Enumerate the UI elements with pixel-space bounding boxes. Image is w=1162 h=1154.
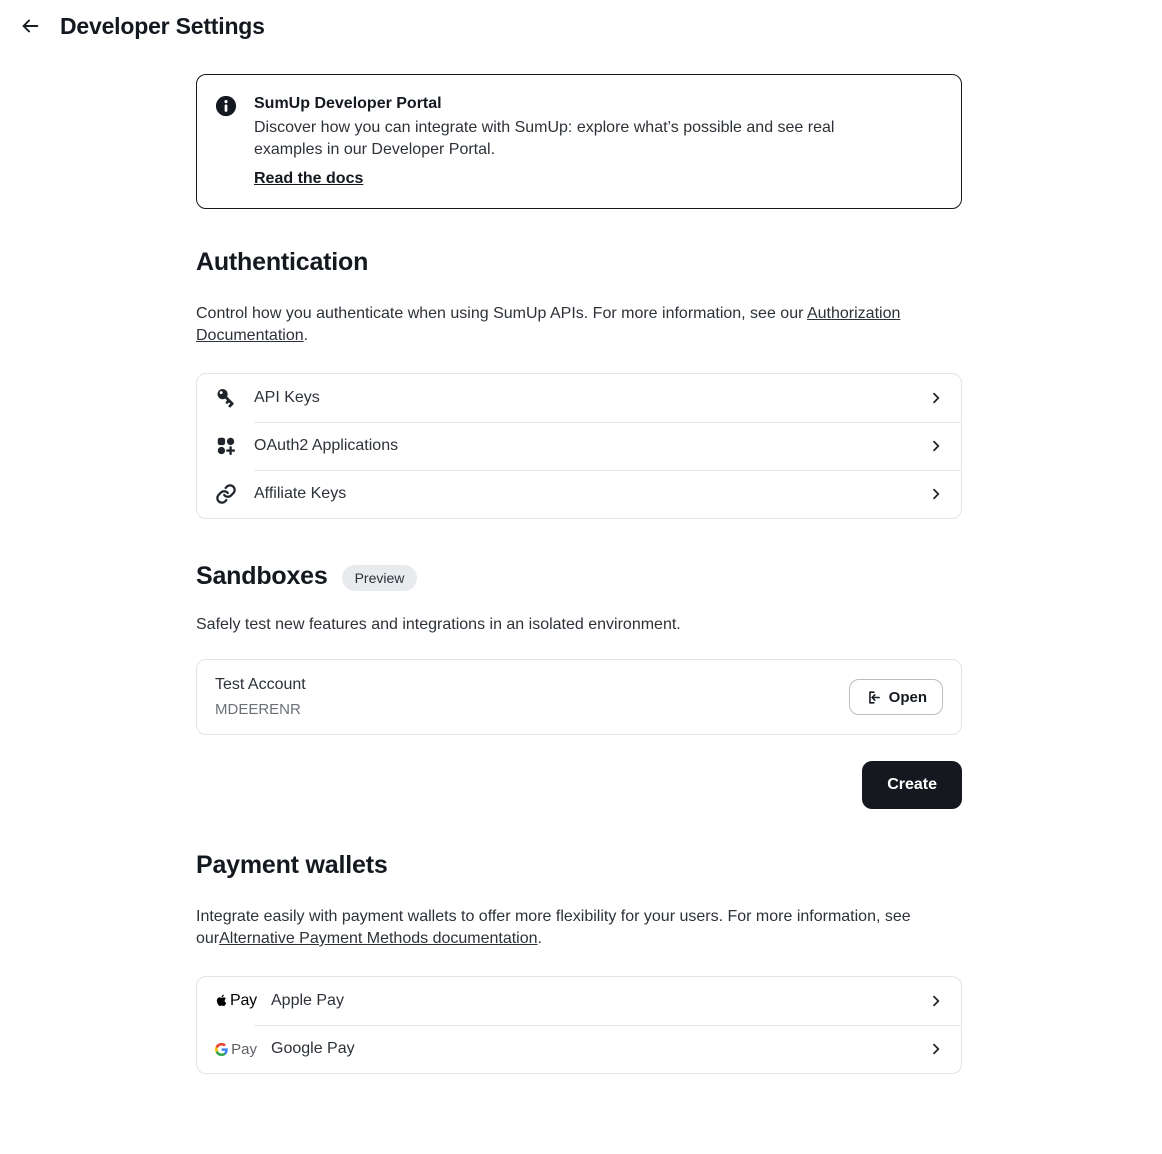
sandboxes-description: Safely test new features and integrations in an isolated environment.: [196, 616, 681, 633]
sandboxes-heading: Sandboxes: [196, 561, 328, 590]
list-item-label: Affiliate Keys: [254, 485, 347, 502]
info-icon: [215, 95, 237, 117]
account-info: [215, 674, 306, 720]
back-button[interactable]: [18, 14, 42, 38]
list-item-google-pay[interactable]: [197, 1025, 961, 1073]
preview-badge: Preview: [342, 565, 418, 591]
authentication-description: [196, 303, 962, 347]
test-account-card: [196, 659, 962, 735]
payment-wallets-heading: Payment wallets: [196, 851, 388, 879]
arrow-left-icon: [19, 15, 41, 37]
banner-text: [254, 93, 854, 188]
open-button-label: Open: [888, 688, 927, 706]
key-icon: [215, 387, 237, 409]
chevron-right-icon: [928, 438, 944, 454]
sandboxes-heading-row: [196, 561, 962, 591]
payment-wallets-list: [196, 976, 962, 1074]
list-item-label: Google Pay: [271, 1040, 355, 1057]
google-pay-logo: [215, 1041, 257, 1058]
authentication-description-text: Control how you authenticate when using SumUp APIs. For more information, see our: [196, 305, 807, 322]
bottom-padding: [196, 1074, 962, 1154]
alternative-payment-methods-link[interactable]: Alternative Payment Methods documentation: [219, 930, 538, 947]
payment-wallets-description-text: Integrate easily with payment wallets to offer more flexibility for your users. For more information, see our: [196, 908, 911, 947]
apple-pay-logo: [215, 992, 257, 1010]
google-pay-logo-text: Pay: [231, 1040, 257, 1058]
account-code: MDEERENR: [215, 701, 301, 718]
main-content: [196, 74, 962, 1154]
create-sandbox-button[interactable]: Create: [862, 761, 962, 809]
list-item-label: API Keys: [254, 389, 320, 406]
chevron-right-icon: [928, 486, 944, 502]
authorization-documentation-link[interactable]: Authorization Documentation: [196, 305, 901, 344]
authentication-heading: Authentication: [196, 248, 369, 276]
chevron-right-icon: [928, 993, 944, 1009]
list-item-oauth2-applications[interactable]: [197, 422, 961, 470]
apple-pay-logo-text: Pay: [230, 992, 257, 1009]
payment-wallets-description-period: .: [537, 930, 542, 947]
chevron-right-icon: [928, 1041, 944, 1057]
page-title: Developer Settings: [60, 12, 265, 39]
link-icon: [215, 483, 237, 505]
banner-body: Discover how you can integrate with SumUp: explore what’s possible and see real examples in our Developer Portal.: [254, 119, 835, 158]
list-item-apple-pay[interactable]: [197, 977, 961, 1025]
authentication-list: [196, 373, 962, 519]
list-item-affiliate-keys[interactable]: [197, 470, 961, 518]
apps-plus-icon: [215, 435, 237, 457]
list-item-label: OAuth2 Applications: [254, 437, 399, 454]
list-item-label: Apple Pay: [271, 992, 344, 1009]
list-item-api-keys[interactable]: [197, 374, 961, 422]
payment-wallets-description: [196, 906, 962, 950]
developer-portal-banner: [196, 74, 962, 209]
open-sandbox-button[interactable]: [849, 679, 943, 715]
banner-title: SumUp Developer Portal: [254, 95, 442, 112]
authentication-description-period: .: [303, 327, 309, 344]
read-the-docs-link[interactable]: Read the docs: [254, 170, 364, 187]
create-row: [196, 761, 962, 809]
enter-icon: [865, 689, 882, 706]
account-name: Test Account: [215, 676, 306, 693]
chevron-right-icon: [928, 390, 944, 406]
page-header: [0, 0, 1162, 52]
